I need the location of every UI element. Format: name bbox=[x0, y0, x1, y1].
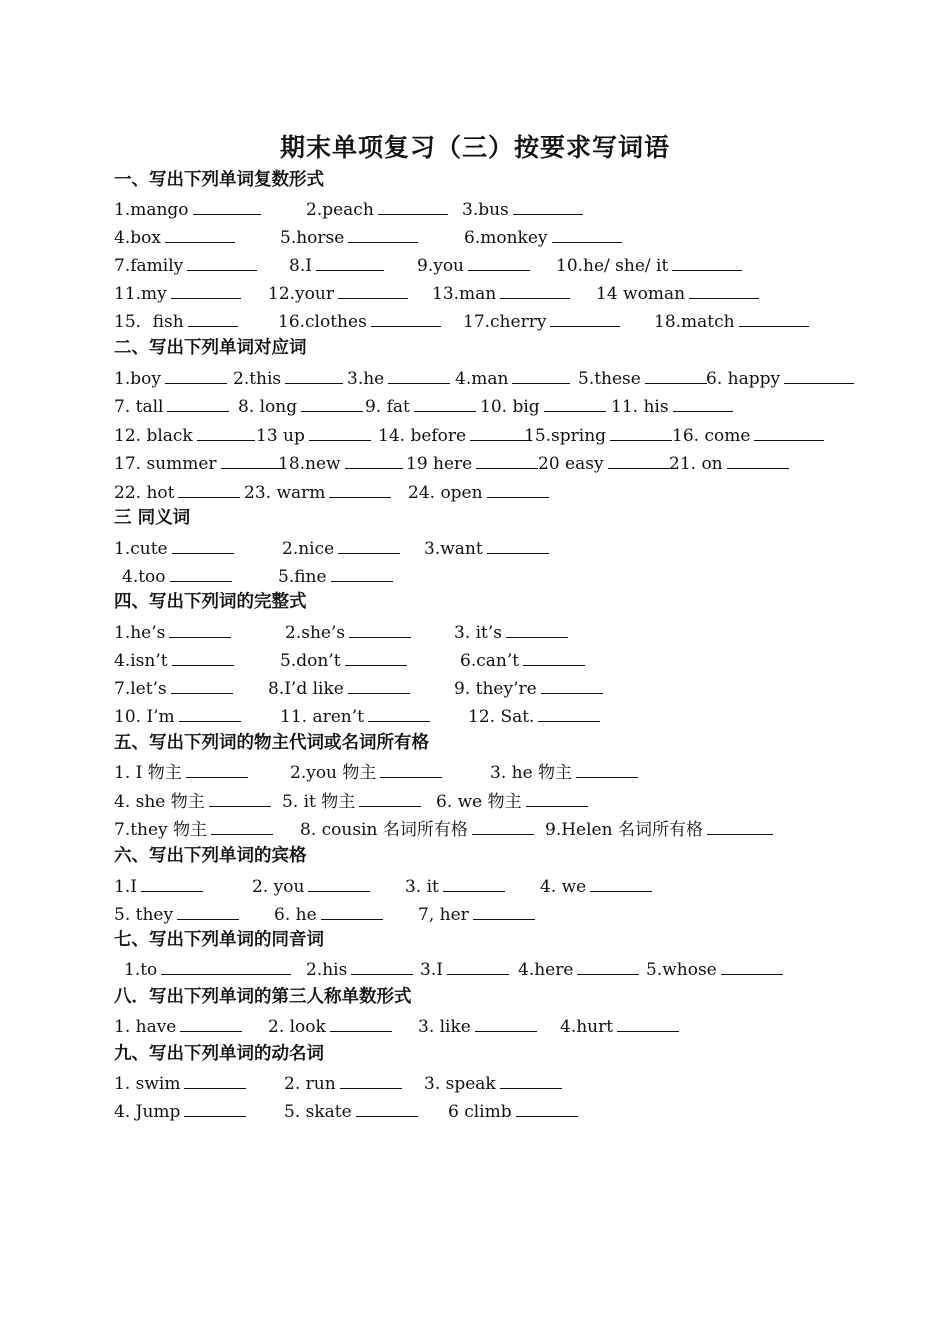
answer-blank[interactable] bbox=[617, 1011, 679, 1032]
exercise-prompt: 13 up bbox=[256, 426, 305, 446]
exercise-item bbox=[289, 250, 384, 278]
exercise-item bbox=[280, 701, 430, 729]
exercise-item bbox=[290, 757, 442, 785]
exercise-item bbox=[545, 814, 773, 842]
exercise-item bbox=[280, 222, 418, 250]
exercise-prompt: 22. hot bbox=[114, 483, 175, 503]
exercise-prompt: 14. before bbox=[378, 426, 467, 446]
answer-blank[interactable] bbox=[184, 1068, 246, 1089]
answer-blank[interactable] bbox=[178, 477, 240, 498]
exercise-item bbox=[114, 871, 203, 899]
answer-blank[interactable] bbox=[512, 363, 570, 384]
exercise-item bbox=[284, 1068, 402, 1096]
answer-blank[interactable] bbox=[523, 645, 585, 666]
answer-blank[interactable] bbox=[380, 757, 442, 778]
exercise-prompt: 19 here bbox=[406, 454, 473, 474]
exercise-prompt: 13.man bbox=[432, 284, 497, 304]
section-heading: 四、写出下列词的完整式 bbox=[114, 592, 307, 612]
exercise-prompt: 8. long bbox=[238, 397, 298, 417]
exercise-item bbox=[114, 391, 229, 419]
exercise-item bbox=[268, 1011, 392, 1039]
answer-blank[interactable] bbox=[689, 278, 759, 299]
exercise-item bbox=[480, 391, 606, 419]
exercise-prompt: 2.his bbox=[306, 960, 348, 980]
exercise-item bbox=[556, 250, 742, 278]
exercise-item bbox=[114, 250, 257, 278]
exercise-item bbox=[124, 954, 291, 982]
exercise-item bbox=[672, 420, 824, 448]
exercise-item bbox=[454, 617, 568, 645]
exercise-prompt: 2. you bbox=[252, 877, 305, 897]
exercise-item bbox=[114, 306, 238, 334]
exercise-item bbox=[462, 194, 583, 222]
answer-blank[interactable] bbox=[165, 363, 227, 384]
exercise-item bbox=[280, 645, 407, 673]
exercise-item bbox=[518, 954, 639, 982]
exercise-prompt: 11. aren’t bbox=[280, 707, 364, 727]
exercise-item bbox=[454, 673, 603, 701]
answer-blank[interactable] bbox=[349, 617, 411, 638]
page-title: 期末单项复习（三）按要求写词语 bbox=[279, 133, 670, 162]
exercise-prompt: 2.she’s bbox=[285, 623, 346, 643]
exercise-prompt: 1. have bbox=[114, 1017, 177, 1037]
section-heading: 七、写出下列单词的同音词 bbox=[114, 930, 324, 950]
exercise-item bbox=[406, 448, 538, 476]
exercise-item bbox=[436, 786, 588, 814]
exercise-prompt: 15．fish bbox=[114, 312, 184, 332]
answer-blank[interactable] bbox=[167, 391, 229, 412]
exercise-prompt: 18.match bbox=[654, 312, 735, 332]
answer-blank[interactable] bbox=[171, 278, 241, 299]
answer-blank[interactable] bbox=[211, 814, 273, 835]
answer-blank[interactable] bbox=[516, 1096, 578, 1117]
answer-blank[interactable] bbox=[321, 899, 383, 920]
exercise-prompt: 1.he’s bbox=[114, 623, 166, 643]
answer-blank[interactable] bbox=[472, 814, 534, 835]
exercise-prompt: 4.here bbox=[518, 960, 574, 980]
answer-blank[interactable] bbox=[348, 222, 418, 243]
exercise-item bbox=[408, 477, 549, 505]
section-heading: 九、写出下列单词的动名词 bbox=[114, 1044, 324, 1064]
answer-blank[interactable] bbox=[577, 954, 639, 975]
exercise-prompt: 5.horse bbox=[280, 228, 345, 248]
exercise-prompt: 12. black bbox=[114, 426, 193, 446]
exercise-item bbox=[114, 899, 239, 927]
exercise-item bbox=[122, 561, 232, 589]
exercise-item bbox=[448, 1096, 578, 1124]
exercise-item bbox=[424, 533, 549, 561]
answer-blank[interactable] bbox=[468, 250, 530, 271]
exercise-prompt: 6.monkey bbox=[464, 228, 548, 248]
section-heading: 五、写出下列词的物主代词或名词所有格 bbox=[114, 733, 429, 753]
answer-blank[interactable] bbox=[608, 448, 670, 469]
exercise-item bbox=[244, 477, 391, 505]
exercise-item bbox=[274, 899, 383, 927]
answer-blank[interactable] bbox=[340, 1068, 402, 1089]
exercise-item bbox=[706, 363, 854, 391]
section-heading: 八．写出下列单词的第三人称单数形式 bbox=[114, 987, 412, 1007]
exercise-prompt: 9.Helen 名词所有格 bbox=[545, 820, 703, 840]
exercise-prompt: 17. summer bbox=[114, 454, 217, 474]
exercise-item bbox=[114, 617, 231, 645]
exercise-prompt: 7.let’s bbox=[114, 679, 167, 699]
answer-blank[interactable] bbox=[538, 701, 600, 722]
exercise-item bbox=[578, 363, 707, 391]
exercise-item bbox=[114, 814, 273, 842]
exercise-prompt: 5.whose bbox=[646, 960, 717, 980]
exercise-prompt: 12.your bbox=[268, 284, 334, 304]
exercise-prompt: 3. like bbox=[418, 1017, 471, 1037]
exercise-item bbox=[646, 954, 783, 982]
exercise-item bbox=[464, 222, 622, 250]
answer-blank[interactable] bbox=[184, 1096, 246, 1117]
exercise-prompt: 18.new bbox=[278, 454, 341, 474]
answer-blank[interactable] bbox=[309, 420, 371, 441]
exercise-item bbox=[278, 561, 393, 589]
exercise-prompt: 1.boy bbox=[114, 369, 161, 389]
exercise-prompt: 5. it 物主 bbox=[282, 792, 356, 812]
exercise-item bbox=[420, 954, 509, 982]
answer-blank[interactable] bbox=[443, 871, 505, 892]
answer-blank[interactable] bbox=[475, 1011, 537, 1032]
answer-blank[interactable] bbox=[316, 250, 384, 271]
answer-blank[interactable] bbox=[707, 814, 773, 835]
section-heading: 三 同义词 bbox=[114, 508, 191, 528]
exercise-item bbox=[560, 1011, 679, 1039]
exercise-prompt: 1.to bbox=[124, 960, 158, 980]
exercise-prompt: 12. Sat. bbox=[468, 707, 535, 727]
exercise-item bbox=[432, 278, 570, 306]
exercise-item bbox=[540, 871, 652, 899]
answer-blank[interactable] bbox=[673, 391, 733, 412]
exercise-item bbox=[114, 645, 234, 673]
answer-blank[interactable] bbox=[330, 1011, 392, 1032]
exercise-prompt: 23. warm bbox=[244, 483, 326, 503]
exercise-prompt: 5.these bbox=[578, 369, 641, 389]
exercise-prompt: 16. come bbox=[672, 426, 751, 446]
exercise-item bbox=[463, 306, 620, 334]
exercise-prompt: 1. I 物主 bbox=[114, 763, 182, 783]
exercise-prompt: 2.nice bbox=[282, 539, 335, 559]
exercise-prompt: 11.my bbox=[114, 284, 167, 304]
answer-blank[interactable] bbox=[473, 899, 535, 920]
exercise-prompt: 2. run bbox=[284, 1074, 336, 1094]
answer-blank[interactable] bbox=[348, 673, 410, 694]
answer-blank[interactable] bbox=[187, 250, 257, 271]
answer-blank[interactable] bbox=[186, 757, 248, 778]
answer-blank[interactable] bbox=[541, 673, 603, 694]
exercise-item bbox=[378, 420, 532, 448]
exercise-prompt: 5. skate bbox=[284, 1102, 352, 1122]
exercise-item bbox=[233, 363, 343, 391]
exercise-prompt: 6. happy bbox=[706, 369, 781, 389]
exercise-prompt: 6. we 物主 bbox=[436, 792, 522, 812]
exercise-item bbox=[418, 1011, 537, 1039]
answer-blank[interactable] bbox=[301, 391, 363, 412]
answer-blank[interactable] bbox=[526, 786, 588, 807]
exercise-item bbox=[282, 786, 421, 814]
exercise-item bbox=[238, 391, 363, 419]
exercise-prompt: 4.too bbox=[122, 567, 166, 587]
answer-blank[interactable] bbox=[506, 617, 568, 638]
exercise-item bbox=[596, 278, 759, 306]
exercise-prompt: 3. he 物主 bbox=[490, 763, 573, 783]
exercise-item bbox=[114, 363, 227, 391]
answer-blank[interactable] bbox=[285, 363, 343, 384]
exercise-prompt: 16.clothes bbox=[278, 312, 367, 332]
answer-blank[interactable] bbox=[513, 194, 583, 215]
answer-blank[interactable] bbox=[351, 954, 413, 975]
exercise-item bbox=[114, 786, 271, 814]
exercise-prompt: 7.they 物主 bbox=[114, 820, 208, 840]
answer-blank[interactable] bbox=[487, 477, 549, 498]
exercise-item bbox=[455, 363, 570, 391]
exercise-item bbox=[114, 477, 240, 505]
exercise-item bbox=[405, 871, 505, 899]
exercise-prompt: 3. speak bbox=[424, 1074, 496, 1094]
exercise-prompt: 9. they’re bbox=[454, 679, 537, 699]
exercise-item bbox=[418, 899, 535, 927]
answer-blank[interactable] bbox=[345, 448, 403, 469]
answer-blank[interactable] bbox=[368, 701, 430, 722]
exercise-prompt: 2.this bbox=[233, 369, 282, 389]
answer-blank[interactable] bbox=[171, 673, 233, 694]
exercise-prompt: 4.man bbox=[455, 369, 509, 389]
exercise-prompt: 4. Jump bbox=[114, 1102, 181, 1122]
exercise-item bbox=[490, 757, 638, 785]
exercise-item bbox=[285, 617, 411, 645]
exercise-prompt: 11. his bbox=[611, 397, 669, 417]
exercise-item bbox=[654, 306, 809, 334]
answer-blank[interactable] bbox=[345, 645, 407, 666]
answer-blank[interactable] bbox=[209, 786, 271, 807]
exercise-item bbox=[417, 250, 530, 278]
exercise-prompt: 4.isn’t bbox=[114, 651, 168, 671]
answer-blank[interactable] bbox=[672, 250, 742, 271]
exercise-prompt: 7.family bbox=[114, 256, 184, 276]
exercise-item bbox=[114, 222, 235, 250]
exercise-item bbox=[524, 420, 672, 448]
answer-blank[interactable] bbox=[180, 1011, 242, 1032]
exercise-prompt: 6 climb bbox=[448, 1102, 512, 1122]
answer-blank[interactable] bbox=[645, 363, 707, 384]
answer-blank[interactable] bbox=[371, 306, 441, 327]
exercise-prompt: 20 easy bbox=[538, 454, 604, 474]
exercise-prompt: 3.he bbox=[347, 369, 385, 389]
answer-blank[interactable] bbox=[165, 222, 235, 243]
exercise-prompt: 10. I’m bbox=[114, 707, 175, 727]
answer-blank[interactable] bbox=[169, 617, 231, 638]
exercise-prompt: 5.don’t bbox=[280, 651, 341, 671]
answer-blank[interactable] bbox=[500, 278, 570, 299]
answer-blank[interactable] bbox=[338, 533, 400, 554]
answer-blank[interactable] bbox=[172, 645, 234, 666]
answer-blank[interactable] bbox=[141, 871, 203, 892]
exercise-item bbox=[256, 420, 371, 448]
section-heading: 一、写出下列单词复数形式 bbox=[114, 170, 324, 190]
answer-blank[interactable] bbox=[161, 954, 291, 975]
answer-blank[interactable] bbox=[378, 194, 448, 215]
exercise-prompt: 1.cute bbox=[114, 539, 168, 559]
answer-blank[interactable] bbox=[177, 899, 239, 920]
exercise-prompt: 21. on bbox=[669, 454, 723, 474]
answer-blank[interactable] bbox=[550, 306, 620, 327]
exercise-prompt: 1.I bbox=[114, 877, 137, 897]
exercise-item bbox=[669, 448, 789, 476]
answer-blank[interactable] bbox=[221, 448, 283, 469]
exercise-prompt: 6. he bbox=[274, 905, 317, 925]
exercise-item bbox=[284, 1096, 418, 1124]
exercise-prompt: 8.I’d like bbox=[268, 679, 344, 699]
exercise-item bbox=[252, 871, 370, 899]
answer-blank[interactable] bbox=[500, 1068, 562, 1089]
exercise-prompt: 3. it’s bbox=[454, 623, 503, 643]
answer-blank[interactable] bbox=[721, 954, 783, 975]
answer-blank[interactable] bbox=[576, 757, 638, 778]
exercise-prompt: 4.box bbox=[114, 228, 161, 248]
answer-blank[interactable] bbox=[172, 533, 234, 554]
exercise-item bbox=[460, 645, 585, 673]
exercise-prompt: 4. we bbox=[540, 877, 587, 897]
exercise-prompt: 1. swim bbox=[114, 1074, 181, 1094]
answer-blank[interactable] bbox=[727, 448, 789, 469]
exercise-prompt: 3.I bbox=[420, 960, 443, 980]
exercise-item bbox=[538, 448, 670, 476]
section-heading: 六、写出下列单词的宾格 bbox=[114, 846, 307, 866]
exercise-prompt: 7, her bbox=[418, 905, 469, 925]
answer-blank[interactable] bbox=[308, 871, 370, 892]
answer-blank[interactable] bbox=[784, 363, 854, 384]
exercise-prompt: 10. big bbox=[480, 397, 540, 417]
answer-blank[interactable] bbox=[170, 561, 232, 582]
exercise-item bbox=[268, 673, 410, 701]
exercise-prompt: 9.you bbox=[417, 256, 465, 276]
exercise-prompt: 7. tall bbox=[114, 397, 164, 417]
answer-blank[interactable] bbox=[487, 533, 549, 554]
exercise-item bbox=[114, 533, 234, 561]
exercise-item bbox=[282, 533, 400, 561]
exercise-prompt: 9. fat bbox=[365, 397, 410, 417]
exercise-item bbox=[114, 1068, 246, 1096]
answer-blank[interactable] bbox=[476, 448, 538, 469]
answer-blank[interactable] bbox=[356, 1096, 418, 1117]
answer-blank[interactable] bbox=[739, 306, 809, 327]
exercise-item bbox=[306, 194, 448, 222]
exercise-prompt: 14 woman bbox=[596, 284, 686, 304]
answer-blank[interactable] bbox=[544, 391, 606, 412]
exercise-item bbox=[278, 448, 403, 476]
answer-blank[interactable] bbox=[179, 701, 241, 722]
answer-blank[interactable] bbox=[188, 306, 238, 327]
exercise-item bbox=[114, 673, 233, 701]
exercise-prompt: 24. open bbox=[408, 483, 483, 503]
exercise-item bbox=[114, 757, 248, 785]
exercise-item bbox=[278, 306, 441, 334]
answer-blank[interactable] bbox=[414, 391, 476, 412]
answer-blank[interactable] bbox=[754, 420, 824, 441]
exercise-item bbox=[468, 701, 600, 729]
exercise-prompt: 3.bus bbox=[462, 200, 509, 220]
exercise-prompt: 3. it bbox=[405, 877, 439, 897]
exercise-prompt: 2. look bbox=[268, 1017, 326, 1037]
answer-blank[interactable] bbox=[338, 278, 408, 299]
exercise-prompt: 8.I bbox=[289, 256, 312, 276]
exercise-item bbox=[424, 1068, 562, 1096]
answer-blank[interactable] bbox=[329, 477, 391, 498]
exercise-item bbox=[306, 954, 413, 982]
exercise-prompt: 2.you 物主 bbox=[290, 763, 377, 783]
exercise-prompt: 1.mango bbox=[114, 200, 189, 220]
exercise-prompt: 4. she 物主 bbox=[114, 792, 205, 812]
exercise-item bbox=[114, 448, 283, 476]
answer-blank[interactable] bbox=[447, 954, 509, 975]
exercise-prompt: 3.want bbox=[424, 539, 483, 559]
exercise-prompt: 8. cousin 名词所有格 bbox=[300, 820, 468, 840]
answer-blank[interactable] bbox=[590, 871, 652, 892]
exercise-item bbox=[268, 278, 408, 306]
exercise-item bbox=[114, 1096, 246, 1124]
exercise-item bbox=[114, 420, 255, 448]
exercise-item bbox=[114, 1011, 242, 1039]
exercise-item bbox=[611, 391, 733, 419]
exercise-prompt: 10.he/ she/ it bbox=[556, 256, 669, 276]
answer-blank[interactable] bbox=[470, 420, 532, 441]
exercise-prompt: 15.spring bbox=[524, 426, 607, 446]
exercise-prompt: 5.fine bbox=[278, 567, 327, 587]
exercise-item bbox=[114, 194, 261, 222]
exercise-prompt: 2.peach bbox=[306, 200, 374, 220]
answer-blank[interactable] bbox=[331, 561, 393, 582]
exercise-item bbox=[300, 814, 534, 842]
answer-blank[interactable] bbox=[197, 420, 255, 441]
answer-blank[interactable] bbox=[388, 363, 450, 384]
section-heading: 二、写出下列单词对应词 bbox=[114, 338, 307, 358]
exercise-item bbox=[114, 701, 241, 729]
exercise-prompt: 6.can’t bbox=[460, 651, 520, 671]
exercise-prompt: 5. they bbox=[114, 905, 174, 925]
answer-blank[interactable] bbox=[193, 194, 261, 215]
exercise-prompt: 17.cherry bbox=[463, 312, 547, 332]
answer-blank[interactable] bbox=[359, 786, 421, 807]
exercise-prompt: 4.hurt bbox=[560, 1017, 614, 1037]
exercise-item bbox=[365, 391, 476, 419]
exercise-item bbox=[347, 363, 450, 391]
exercise-item bbox=[114, 278, 241, 306]
answer-blank[interactable] bbox=[610, 420, 672, 441]
answer-blank[interactable] bbox=[552, 222, 622, 243]
